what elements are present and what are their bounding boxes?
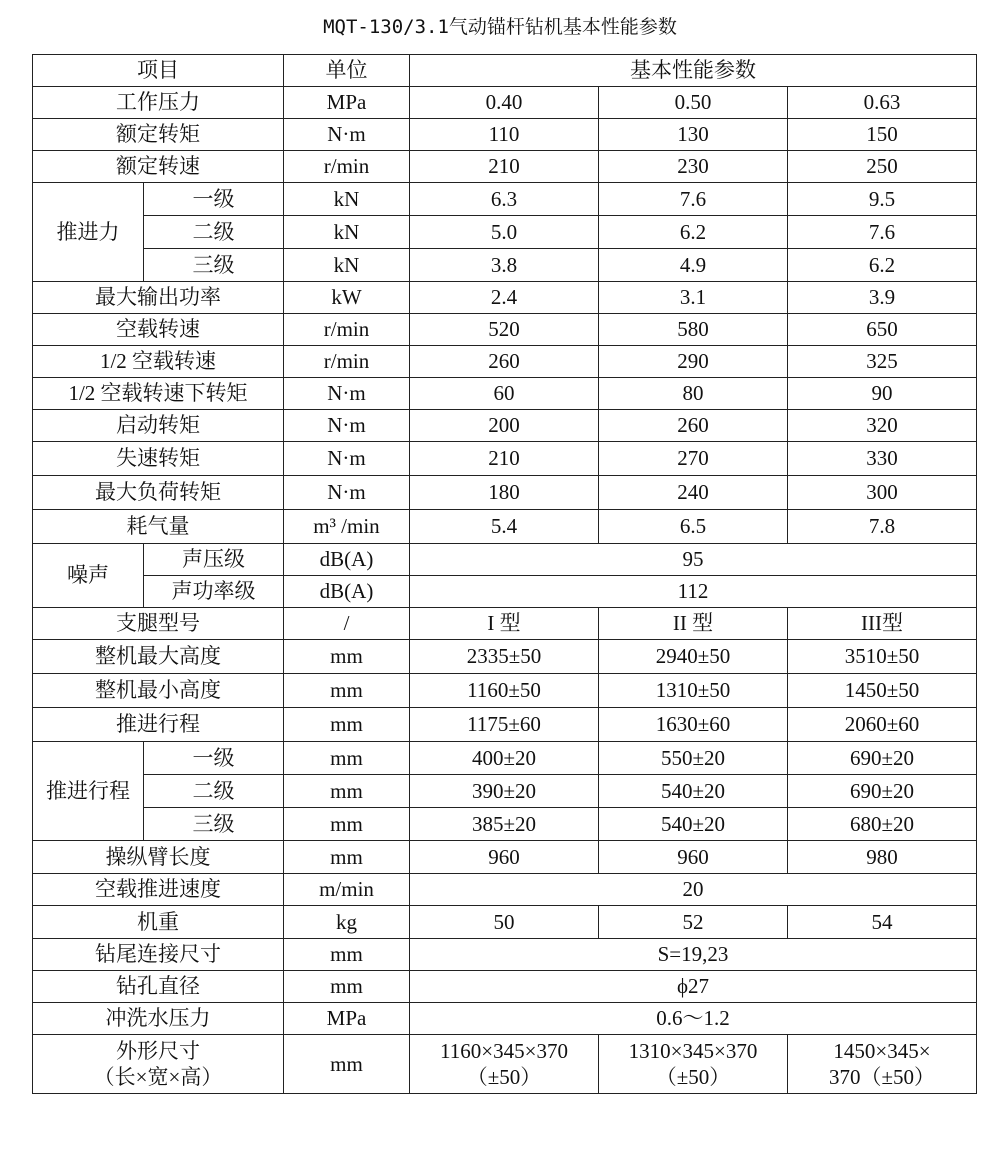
value-cell: 210 <box>410 151 599 183</box>
table-row <box>33 216 977 249</box>
value-cell: 290 <box>599 346 788 378</box>
value-cell: 2940±50 <box>599 640 788 674</box>
value-cell: 0.63 <box>788 87 977 119</box>
sub-label: 二级 <box>144 216 284 249</box>
value-cell <box>599 1035 788 1094</box>
row-unit: N·m <box>284 410 410 442</box>
document-title: MQT-130/3.1气动锚杆钻机基本性能参数 <box>323 16 677 38</box>
sub-label: 二级 <box>144 775 284 808</box>
value-cell: 690±20 <box>788 775 977 808</box>
row-unit: N·m <box>284 442 410 476</box>
value-cell: 980 <box>788 841 977 874</box>
sub-label: 声功率级 <box>144 576 284 608</box>
row-label-line: 外形尺寸 <box>116 1038 200 1063</box>
value-cell: 5.4 <box>410 510 599 544</box>
value-cell: 2060±60 <box>788 708 977 742</box>
value-cell: 400±20 <box>410 742 599 775</box>
value-cell: 95 <box>410 544 977 576</box>
row-unit: kW <box>284 282 410 314</box>
value-cell: 520 <box>410 314 599 346</box>
value-cell: 240 <box>599 476 788 510</box>
row-label: 工作压力 <box>33 87 284 119</box>
table-row <box>33 410 977 442</box>
table-row <box>33 708 977 742</box>
row-label: 钻孔直径 <box>33 971 284 1003</box>
table-row <box>33 314 977 346</box>
row-label: 额定转矩 <box>33 119 284 151</box>
row-unit: r/min <box>284 346 410 378</box>
value-cell <box>788 1035 977 1094</box>
value-cell: 150 <box>788 119 977 151</box>
value-cell: 3.9 <box>788 282 977 314</box>
row-label: 启动转矩 <box>33 410 284 442</box>
value-cell: 650 <box>788 314 977 346</box>
row-unit: mm <box>284 742 410 775</box>
value-cell: 6.2 <box>599 216 788 249</box>
table-row <box>33 346 977 378</box>
value-cell: 52 <box>599 906 788 939</box>
table-row <box>33 608 977 640</box>
table-row <box>33 282 977 314</box>
value-cell: 5.0 <box>410 216 599 249</box>
value-cell: 960 <box>410 841 599 874</box>
table-row <box>33 442 977 476</box>
table-row <box>33 119 977 151</box>
row-label-line: （长×宽×高） <box>93 1065 223 1089</box>
row-unit: kN <box>284 183 410 216</box>
header-row <box>33 55 977 87</box>
table-row <box>33 808 977 841</box>
value-cell: S=19,23 <box>410 939 977 971</box>
table-row <box>33 674 977 708</box>
value-cell: 2.4 <box>410 282 599 314</box>
row-label: 推进行程 <box>33 708 284 742</box>
value-line: 1450×345× <box>833 1038 931 1063</box>
sub-label: 三级 <box>144 808 284 841</box>
row-unit: mm <box>284 708 410 742</box>
value-cell: 1630±60 <box>599 708 788 742</box>
value-cell: 0.6～1.2 <box>410 1003 977 1035</box>
value-cell: 3510±50 <box>788 640 977 674</box>
table-row <box>33 874 977 906</box>
row-label: 失速转矩 <box>33 442 284 476</box>
row-label: 耗气量 <box>33 510 284 544</box>
row-label: 整机最大高度 <box>33 640 284 674</box>
value-cell: 7.6 <box>788 216 977 249</box>
header-item: 项目 <box>33 55 284 87</box>
row-unit: MPa <box>284 87 410 119</box>
row-label: 1/2 空载转速下转矩 <box>33 378 284 410</box>
value-line: 370（±50） <box>828 1065 936 1089</box>
row-unit: mm <box>284 775 410 808</box>
value-cell: 0.40 <box>410 87 599 119</box>
value-cell: 2335±50 <box>410 640 599 674</box>
row-unit: / <box>284 608 410 640</box>
row-unit: mm <box>284 841 410 874</box>
table-row <box>33 249 977 282</box>
value-cell: 110 <box>410 119 599 151</box>
value-cell: 210 <box>410 442 599 476</box>
value-cell: 320 <box>788 410 977 442</box>
row-unit: mm <box>284 971 410 1003</box>
table-row <box>33 151 977 183</box>
table-row <box>33 476 977 510</box>
value-cell: 130 <box>599 119 788 151</box>
value-cell: 330 <box>788 442 977 476</box>
value-line: 1310×345×370 <box>628 1038 758 1063</box>
row-unit: N·m <box>284 378 410 410</box>
sub-label: 一级 <box>144 183 284 216</box>
value-cell: 80 <box>599 378 788 410</box>
value-cell: 0.50 <box>599 87 788 119</box>
sub-label: 三级 <box>144 249 284 282</box>
value-cell <box>410 1035 599 1094</box>
value-cell: 960 <box>599 841 788 874</box>
table-row <box>33 378 977 410</box>
value-cell: 390±20 <box>410 775 599 808</box>
value-cell: 112 <box>410 576 977 608</box>
table-row <box>33 576 977 608</box>
table-row <box>33 742 977 775</box>
value-cell: 20 <box>410 874 977 906</box>
row-unit: dB(A) <box>284 576 410 608</box>
table-row <box>33 939 977 971</box>
value-cell: 7.8 <box>788 510 977 544</box>
row-unit: dB(A) <box>284 544 410 576</box>
value-cell: 7.6 <box>599 183 788 216</box>
value-cell: 690±20 <box>788 742 977 775</box>
row-unit: kg <box>284 906 410 939</box>
row-label: 机重 <box>33 906 284 939</box>
value-cell: 680±20 <box>788 808 977 841</box>
table-row <box>33 841 977 874</box>
sub-label: 一级 <box>144 742 284 775</box>
value-cell: 1450±50 <box>788 674 977 708</box>
table-row <box>33 544 977 576</box>
group-label: 推进力 <box>33 183 144 282</box>
row-unit: kN <box>284 216 410 249</box>
row-unit: r/min <box>284 151 410 183</box>
value-cell: 260 <box>410 346 599 378</box>
value-line: （±50） <box>655 1065 731 1089</box>
table-row <box>33 87 977 119</box>
value-cell: 3.8 <box>410 249 599 282</box>
row-unit: N·m <box>284 119 410 151</box>
value-cell: III型 <box>788 608 977 640</box>
table-row <box>33 906 977 939</box>
value-cell: 90 <box>788 378 977 410</box>
row-unit: r/min <box>284 314 410 346</box>
row-label: 整机最小高度 <box>33 674 284 708</box>
table-row <box>33 640 977 674</box>
value-cell: 200 <box>410 410 599 442</box>
row-unit: N·m <box>284 476 410 510</box>
value-cell: 1160±50 <box>410 674 599 708</box>
performance-parameters-table <box>32 54 977 1094</box>
table-row <box>33 1035 977 1094</box>
row-label: 操纵臂长度 <box>33 841 284 874</box>
value-cell: 54 <box>788 906 977 939</box>
row-label: 钻尾连接尺寸 <box>33 939 284 971</box>
row-unit: mm <box>284 1035 410 1094</box>
row-label: 空载转速 <box>33 314 284 346</box>
row-label: 空载推进速度 <box>33 874 284 906</box>
value-cell: 325 <box>788 346 977 378</box>
row-unit: mm <box>284 808 410 841</box>
value-cell: 250 <box>788 151 977 183</box>
row-label: 支腿型号 <box>33 608 284 640</box>
value-cell: 6.3 <box>410 183 599 216</box>
table-row <box>33 1003 977 1035</box>
value-cell: ϕ27 <box>410 971 977 1003</box>
value-cell: 1310±50 <box>599 674 788 708</box>
value-cell: 580 <box>599 314 788 346</box>
value-cell: 260 <box>599 410 788 442</box>
table-row <box>33 183 977 216</box>
value-cell: 230 <box>599 151 788 183</box>
row-unit: MPa <box>284 1003 410 1035</box>
value-cell: 180 <box>410 476 599 510</box>
value-cell: 270 <box>599 442 788 476</box>
row-label: 冲洗水压力 <box>33 1003 284 1035</box>
row-label: 额定转速 <box>33 151 284 183</box>
group-label: 噪声 <box>33 544 144 608</box>
row-label: 最大负荷转矩 <box>33 476 284 510</box>
value-cell: 6.5 <box>599 510 788 544</box>
value-cell: 6.2 <box>788 249 977 282</box>
row-unit: mm <box>284 674 410 708</box>
value-cell: 3.1 <box>599 282 788 314</box>
value-cell: I 型 <box>410 608 599 640</box>
value-cell: 540±20 <box>599 808 788 841</box>
value-cell: 1175±60 <box>410 708 599 742</box>
value-line: （±50） <box>466 1065 542 1089</box>
row-unit: kN <box>284 249 410 282</box>
value-cell: 300 <box>788 476 977 510</box>
row-unit: mm <box>284 640 410 674</box>
table-row <box>33 971 977 1003</box>
value-cell: 4.9 <box>599 249 788 282</box>
table-row <box>33 775 977 808</box>
row-label <box>33 1035 284 1094</box>
value-cell: 50 <box>410 906 599 939</box>
table-row <box>33 510 977 544</box>
row-label: 1/2 空载转速 <box>33 346 284 378</box>
value-line: 1160×345×370 <box>440 1038 568 1063</box>
value-cell: 540±20 <box>599 775 788 808</box>
row-label: 最大输出功率 <box>33 282 284 314</box>
header-params: 基本性能参数 <box>410 55 977 87</box>
row-unit: mm <box>284 939 410 971</box>
row-unit: m/min <box>284 874 410 906</box>
sub-label: 声压级 <box>144 544 284 576</box>
header-unit: 单位 <box>284 55 410 87</box>
value-cell: 60 <box>410 378 599 410</box>
row-unit: m³ /min <box>284 510 410 544</box>
value-cell: 9.5 <box>788 183 977 216</box>
value-cell: II 型 <box>599 608 788 640</box>
group-label: 推进行程 <box>33 742 144 841</box>
value-cell: 550±20 <box>599 742 788 775</box>
value-cell: 385±20 <box>410 808 599 841</box>
